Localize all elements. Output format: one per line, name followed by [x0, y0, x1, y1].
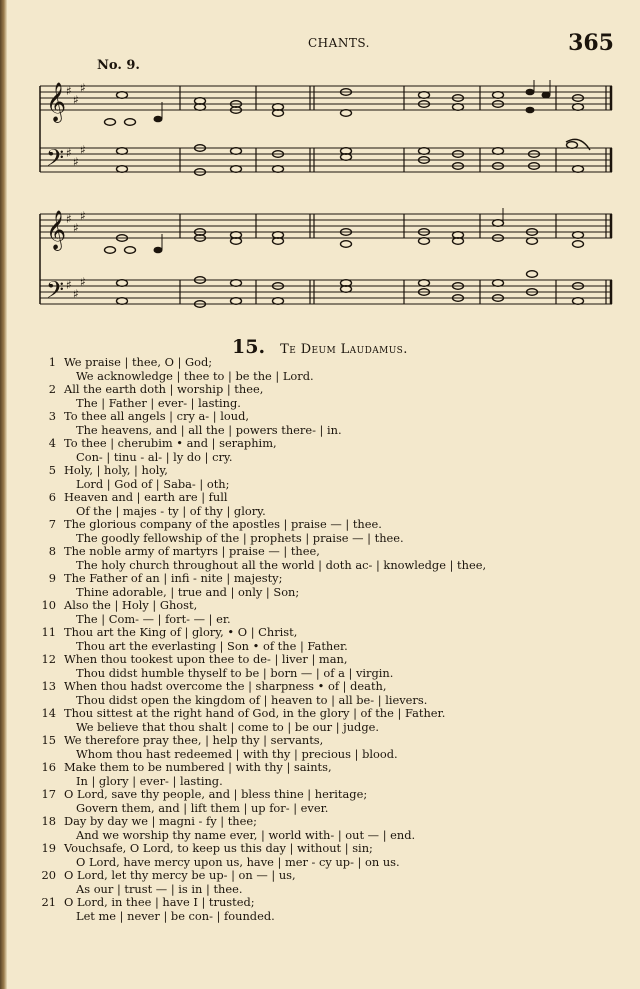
verse-line-1: Make them to be numbered | with thy | saints, [64, 760, 332, 774]
verse-15 [36, 734, 626, 761]
verse-9 [36, 572, 626, 599]
svg-text:♯: ♯ [80, 275, 86, 289]
verse-4 [36, 437, 626, 464]
svg-text:♯: ♯ [73, 287, 79, 301]
verse-line-2: The | Com- — | fort- — | er. [76, 611, 231, 626]
verse-line-1: Day by day we | magni - fy | thee; [64, 814, 257, 828]
verse-line-2: Thou didst humble thyself to be | born — | of a | virgin. [76, 665, 394, 680]
svg-text:𝄞: 𝄞 [46, 82, 67, 122]
verse-line-2: We believe that thou shalt | come to | be our | judge. [76, 719, 379, 734]
verse-line-2: Con- | tinu - al- | ly do | cry. [76, 449, 233, 464]
verse-number: 20 [41, 868, 56, 882]
verse-5 [36, 464, 626, 491]
verse-line-2: Govern them, and | lift them | up for- | ever. [76, 800, 329, 815]
verse-2 [36, 383, 626, 410]
svg-text:𝄞: 𝄞 [46, 210, 67, 250]
verse-number: 18 [41, 814, 56, 828]
verse-number: 3 [48, 409, 56, 423]
verse-1 [36, 356, 626, 383]
svg-text:♯: ♯ [66, 278, 72, 292]
verse-line-2: Thou didst open the kingdom of | heaven to | all be- | lievers. [76, 692, 428, 707]
verse-line-1: Heaven and | earth are | full [64, 490, 228, 504]
verse-line-1: To thee all angels | cry a- | loud, [64, 409, 249, 423]
verse-number: 10 [41, 598, 56, 612]
verse-line-1: To thee | cherubim • and | seraphim, [64, 436, 277, 450]
verse-line-1: We praise | thee, O | God; [64, 355, 213, 369]
verse-line-2: And we worship thy name ever, | world with- | out — | end. [76, 827, 416, 842]
verse-line-1: O Lord, in thee | have I | trusted; [64, 895, 255, 909]
verse-21 [36, 896, 626, 923]
verse-11 [36, 626, 626, 653]
verse-line-1: We therefore pray thee, | help thy | servants, [64, 733, 324, 747]
verse-line-1: O Lord, save thy people, and | bless thine | heritage; [64, 787, 368, 801]
verse-number: 11 [41, 625, 56, 639]
verse-number: 16 [41, 760, 56, 774]
verse-list [36, 356, 626, 923]
verse-3 [36, 410, 626, 437]
svg-text:♯: ♯ [80, 81, 86, 95]
verse-number: 8 [48, 544, 56, 558]
verse-line-2: Thou art the everlasting | Son • of the | Father. [76, 638, 348, 653]
verse-line-1: When thou hadst overcome the | sharpness • of | death, [64, 679, 387, 693]
verse-line-1: Holy, | holy, | holy, [64, 463, 168, 477]
verse-line-1: When thou tookest upon thee to de- | liver | man, [64, 652, 348, 666]
verse-number: 13 [41, 679, 56, 693]
verse-16 [36, 761, 626, 788]
verse-line-1: Also the | Holy | Ghost, [64, 598, 198, 612]
verse-line-1: The noble army of martyrs | praise — | thee, [64, 544, 320, 558]
svg-text:♯: ♯ [66, 84, 72, 98]
verse-line-2: Lord | God of | Saba- | oth; [76, 476, 230, 491]
verse-number: 12 [41, 652, 56, 666]
verse-line-1: Thou sittest at the right hand of God, in the glory | of the | Father. [64, 706, 446, 720]
verse-line-1: The Father of an | infi - nite | majesty; [64, 571, 283, 585]
verse-number: 14 [41, 706, 56, 720]
svg-text:𝄢: 𝄢 [46, 144, 65, 177]
svg-text:♯: ♯ [80, 209, 86, 223]
verse-line-2: The holy church throughout all the world | doth ac- | knowledge | thee, [76, 557, 487, 572]
verse-line-1: O Lord, let thy mercy be up- | on — | us, [64, 868, 296, 882]
verse-number: 15 [41, 733, 56, 747]
chant-number-label: No. 9. [97, 58, 140, 73]
verse-line-2: The | Father | ever- | lasting. [76, 395, 241, 410]
music-system-1 [0, 80, 640, 200]
verse-number: 9 [48, 571, 56, 585]
verse-17 [36, 788, 626, 815]
verse-line-1: The glorious company of the apostles | praise — | thee. [64, 517, 382, 531]
verse-line-2: Let me | never | be con- | founded. [76, 908, 275, 923]
hymn-number: 15. [232, 336, 266, 358]
hymn-title: Te Deum Laudamus. [280, 342, 408, 357]
verse-20 [36, 869, 626, 896]
verse-line-2: The heavens, and | all the | powers there- | in. [76, 422, 342, 437]
svg-text:♯: ♯ [73, 221, 79, 235]
verse-line-2: We acknowledge | thee to | be the | Lord. [76, 368, 314, 383]
verse-line-2: As our | trust — | is in | thee. [76, 881, 243, 896]
verse-line-2: Whom thou hast redeemed | with thy | precious | blood. [76, 746, 398, 761]
verse-14 [36, 707, 626, 734]
svg-text:♯: ♯ [66, 212, 72, 226]
verse-number: 21 [41, 895, 56, 909]
svg-text:♯: ♯ [66, 146, 72, 160]
verse-line-2: Thine adorable, | true and | only | Son; [76, 584, 300, 599]
svg-text:♯: ♯ [80, 143, 86, 157]
verse-6 [36, 491, 626, 518]
verse-18 [36, 815, 626, 842]
verse-line-2: In | glory | ever- | lasting. [76, 773, 223, 788]
verse-number: 1 [48, 355, 56, 369]
verse-line-2: Of the | majes - ty | of thy | glory. [76, 503, 266, 518]
verse-number: 5 [48, 463, 56, 477]
verse-19 [36, 842, 626, 869]
verse-13 [36, 680, 626, 707]
verse-7 [36, 518, 626, 545]
page-number: 365 [568, 30, 614, 56]
verse-number: 17 [41, 787, 56, 801]
verse-line-2: O Lord, have mercy upon us, have | mer - cy up- | on us. [76, 854, 400, 869]
verse-line-1: All the earth doth | worship | thee, [64, 382, 264, 396]
verse-number: 6 [48, 490, 56, 504]
verse-number: 19 [41, 841, 56, 855]
verse-8 [36, 545, 626, 572]
svg-text:𝄢: 𝄢 [46, 276, 65, 309]
verse-line-1: Vouchsafe, O Lord, to keep us this day | without | sin; [64, 841, 373, 855]
svg-text:♯: ♯ [73, 93, 79, 107]
verse-number: 2 [48, 382, 56, 396]
verse-line-2: The goodly fellowship of the | prophets | praise — | thee. [76, 530, 404, 545]
verse-10 [36, 599, 626, 626]
music-system-2 [0, 208, 640, 318]
verse-number: 4 [48, 436, 56, 450]
hymn-heading [232, 336, 408, 358]
verse-line-1: Thou art the King of | glory, • O | Christ, [64, 625, 298, 639]
verse-number: 7 [48, 517, 56, 531]
svg-text:♯: ♯ [73, 155, 79, 169]
running-head: CHANTS. [308, 36, 370, 50]
verse-12 [36, 653, 626, 680]
